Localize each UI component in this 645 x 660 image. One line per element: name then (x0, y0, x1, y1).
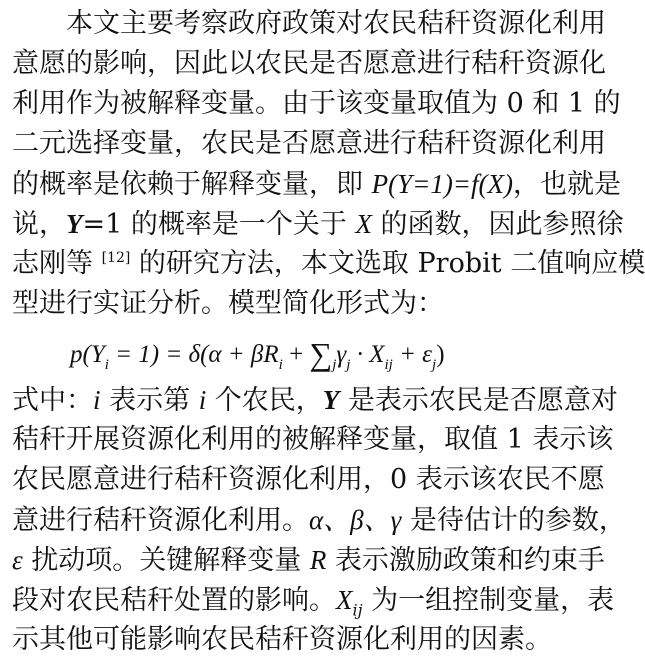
para2-line4-a: 意进行秸秆资源化利用。 (12, 505, 309, 536)
eq-plus: + (282, 341, 310, 368)
eq-lhs-sub: i (104, 357, 109, 373)
para1-line6-c: 的函数，因此参照徐 (371, 209, 624, 240)
citation-reference: [12] (101, 250, 131, 266)
eq-gamma-sub: j (346, 357, 351, 373)
eq-gamma: γ (336, 341, 347, 368)
para1-line3 (12, 84, 621, 124)
eq-epsilon: + ε (392, 341, 433, 368)
para1-line6-a: 说， (12, 209, 66, 240)
eq-close: ) (436, 341, 445, 368)
para1-line6 (12, 204, 624, 244)
para2-line3-text: 农民愿意进行秸秆资源化利用，0 表示该农民不愿 (12, 464, 605, 495)
para1-line2 (12, 44, 606, 84)
para1-line1 (66, 4, 606, 44)
para2-line7 (12, 620, 588, 660)
para2-line6-tail: 为一组控制变量，表 (362, 585, 615, 616)
para1-line6-b: =1 的概率是一个关于 (82, 209, 356, 240)
eq-dot-x: · X (350, 341, 385, 368)
para1-line2-text: 意愿的影响，因此以农民是否愿意进行秸秆资源化 (12, 48, 606, 79)
para1-line7-a: 志刚等 (12, 248, 102, 279)
para2-line5 (12, 540, 605, 580)
para1-line5 (12, 164, 622, 204)
para2-line4-b: 是待估计的参数， (401, 505, 626, 536)
para2-line5-a: 扰动项。关键解释变量 (22, 545, 310, 576)
para2-line1-d: 是表示农民是否愿意对 (339, 385, 618, 416)
para2-line2-text: 秸秆开展资源化利用的被解释变量，取值 1 表示该 (12, 424, 614, 455)
para2-line1 (12, 380, 618, 420)
para2-line5-b: 表示激励政策和约束手 (326, 545, 605, 576)
para2-line4 (12, 500, 626, 540)
variable-x-ij: X (336, 585, 353, 615)
variable-r: R (309, 545, 327, 575)
para1-line8 (12, 284, 588, 324)
eq-lhs: p(Y (70, 341, 105, 368)
probability-expression: P(Y=1)=f(X) (371, 169, 514, 199)
variable-i: i (93, 385, 101, 415)
variable-i-2: i (198, 385, 207, 415)
eq-sum-sub: j (332, 357, 337, 373)
para1-line7 (12, 244, 645, 284)
para2-line2 (12, 420, 614, 460)
para1-line4-text: 二元选择变量，农民是否愿意进行秸秆资源化利用 (12, 128, 606, 159)
summation-symbol: ∑ (309, 336, 333, 372)
para2-line7-text: 示其他可能影响农民秸秆资源化利用的因素。 (12, 624, 552, 655)
variable-x-ij-sub: ij (352, 600, 363, 620)
para1-line3-text: 利用作为被解释变量。由于该变量取值为 0 和 1 的 (12, 88, 621, 119)
epsilon-symbol: ε (12, 545, 23, 575)
para2-line6 (12, 580, 615, 620)
eq-r-sub: i (278, 357, 283, 373)
para2-line6-a: 段对农民秸秆处置的影响。 (12, 585, 336, 616)
para1-line5-text: 的概率是依赖于解释变量，即 (12, 169, 372, 200)
para1-line1-text: 本文主要考察政府政策对农民秸秆资源化利用 (66, 8, 606, 39)
para2-line1-b: 表示第 (100, 385, 199, 416)
para1-line4 (12, 124, 606, 164)
greek-parameters: α、β、γ (309, 505, 402, 535)
eq-epsilon-sub: j (432, 357, 437, 373)
variable-y-2: Y (322, 385, 340, 415)
para2-line3 (12, 460, 605, 500)
variable-y: Y (66, 209, 83, 239)
para2-line1-c: 个农民， (206, 385, 323, 416)
eq-x-sub: ij (384, 357, 393, 373)
para1-line7-b: 的研究方法，本文选取 Probit 二值响应模 (130, 248, 645, 279)
para1-line5-tail: ，也就是 (513, 169, 622, 200)
para1-line8-text: 型进行实证分析。模型简化形式为： (12, 288, 444, 319)
eq-lhs-tail: = 1) = δ(α + βR (108, 341, 279, 368)
variable-x: X (355, 209, 372, 239)
probit-equation (70, 330, 530, 378)
para2-line1-a: 式中： (12, 385, 93, 416)
